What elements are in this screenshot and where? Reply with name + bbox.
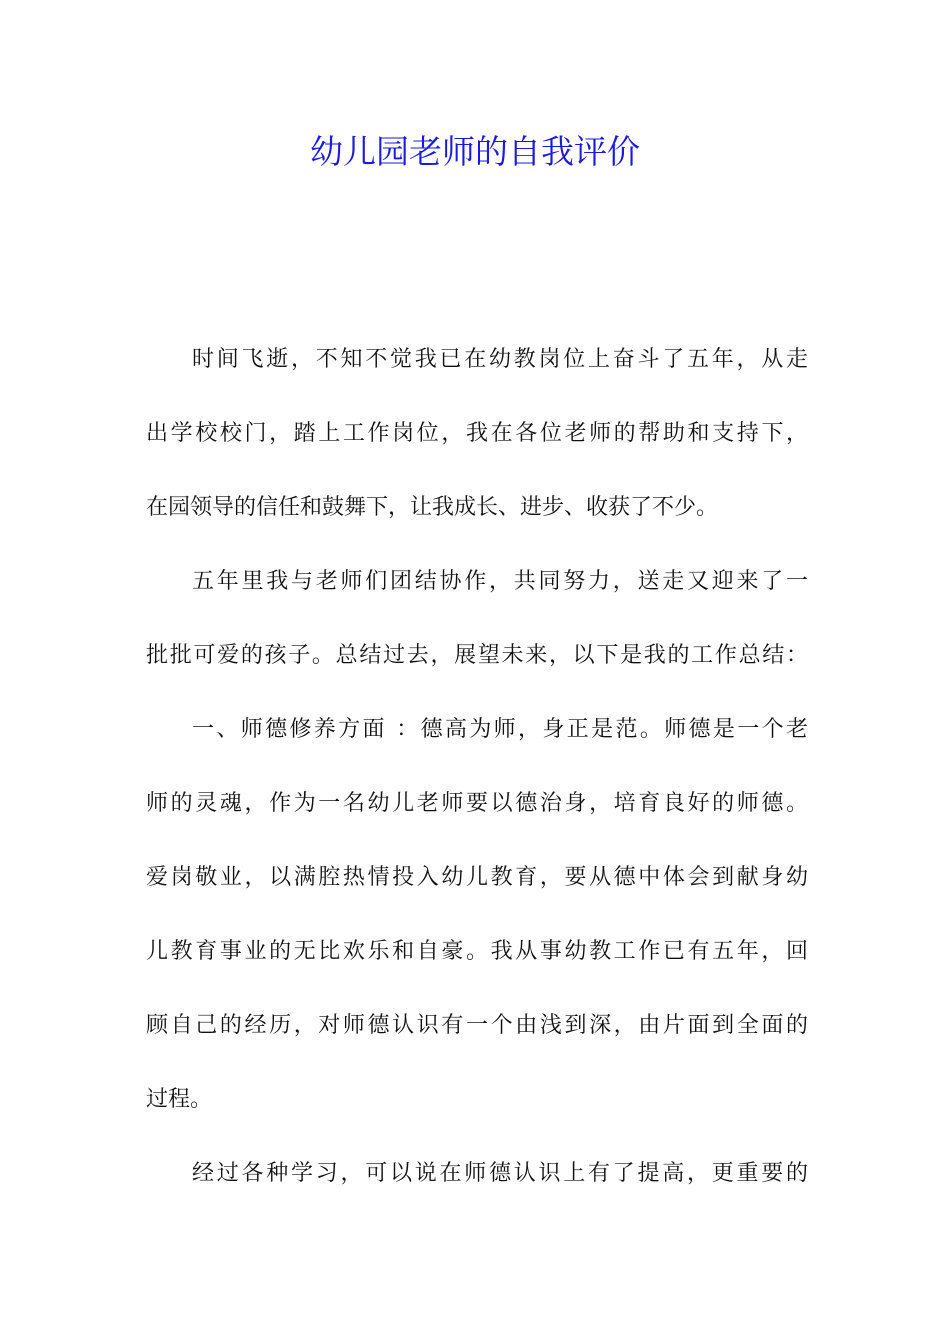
- paragraph-3-line-4: 儿教育事业的无比欢乐和自豪。我从事幼教工作已有五年，回: [146, 939, 808, 964]
- paragraph-3-line-5: 顾自己的经历，对师德认识有一个由浅到深，由片面到全面的: [146, 1013, 808, 1038]
- paragraph-1-line-3: 在园领导的信任和鼓舞下，让我成长、进步、收获了不少。: [146, 495, 719, 520]
- paragraph-1-line-2: 出学校校门，踏上工作岗位，我在各位老师的帮助和支持下，: [146, 421, 808, 446]
- paragraph-3-line-3: 爱岗敬业，以满腔热情投入幼儿教育，要从德中体会到献身幼: [146, 865, 808, 890]
- document-title: 幼儿园老师的自我评价: [310, 132, 640, 171]
- paragraph-3-line-6: 过程。: [146, 1087, 213, 1112]
- paragraph-2-line-2: 批批可爱的孩子。总结过去，展望未来，以下是我的工作总结：: [146, 643, 808, 668]
- paragraph-4-line-1: 经过各种学习，可以说在师德认识上有了提高，更重要的: [192, 1161, 808, 1186]
- paragraph-1-line-1: 时间飞逝，不知不觉我已在幼教岗位上奋斗了五年，从走: [192, 347, 808, 372]
- document-body: [146, 335, 808, 1223]
- paragraph-3-line-2: 师的灵魂，作为一名幼儿老师要以德治身，培育良好的师德。: [146, 791, 808, 816]
- paragraph-3-line-1: 一、师德修养方面 ：德高为师，身正是范。师德是一个老: [192, 717, 808, 742]
- paragraph-2-line-1: 五年里我与老师们团结协作，共同努力，送走又迎来了一: [192, 569, 808, 594]
